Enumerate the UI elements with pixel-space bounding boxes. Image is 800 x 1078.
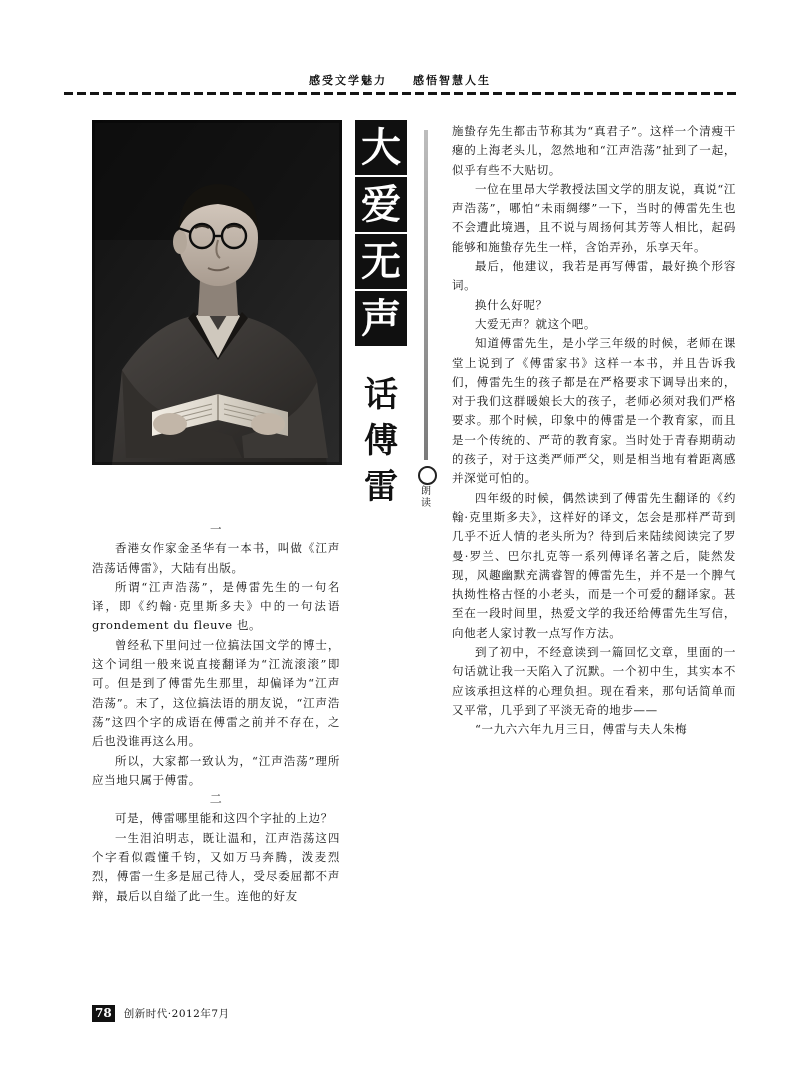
- paragraph: 所谓“江声浩荡”，是傅雷先生的一句名译，即《约翰·克里斯多夫》中的一句法语grondement du fleuve 也。: [92, 579, 340, 633]
- page-footer: [92, 1003, 230, 1023]
- article-title-vertical: [355, 120, 411, 348]
- paragraph: 香港女作家金圣华有一本书，叫做《江声浩荡话傅雷》，大陆有出版。: [92, 541, 340, 575]
- right-text-column: [452, 122, 736, 740]
- paragraph: 可是，傅雷哪里能和这四个字扯的上边？: [115, 811, 333, 826]
- portrait-of-fu-lei-reading-icon: [92, 120, 342, 465]
- paragraph: 最后，他建议，我若是再写傅雷，最好换个形容词。: [452, 259, 736, 293]
- article-subtitle-vertical: [355, 372, 411, 510]
- paragraph: 到了初中，不经意读到一篇回忆文章，里面的一句话就让我一天陷入了沉默。一个初中生，其实本不应该承担这样的心理负担。现在看来，那句话简单而又平常，几乎到了平淡无奇的地步——: [452, 645, 736, 717]
- paragraph: 曾经私下里问过一位搞法国文学的博士，这个词组一般来说直接翻译为“江流滚滚”即可。但是到了傅雷先生那里，却偏译为“江声浩荡”。末了，这位搞法语的朋友说，“江声浩荡”这四个字的成语在傅雷之前并不存在，之后也没谁再这么用。: [92, 637, 340, 749]
- paragraph: 施蛰存先生都击节称其为“真君子”。这样一个清瘦干瘪的上海老头儿，忽然地和“江声浩荡”扯到了一起，似乎有些不大贴切。: [452, 124, 736, 177]
- title-glyph-4: 声: [355, 291, 407, 346]
- subtitle-glyph-3: 雷: [364, 467, 398, 507]
- article-photo: [92, 120, 342, 465]
- decorative-circle-icon: [418, 466, 437, 485]
- paragraph: 一位在里昂大学教授法国文学的朋友说，真说“江声浩荡”，哪怕“未雨绸缪”一下，当时的傅雷先生也不会遭此境遇，且不说与周扬何其芳等人相比，起码能够和施蛰存先生一样，含饴弄孙，乐享天年。: [452, 181, 736, 254]
- subtitle-glyph-1: 话: [364, 375, 398, 415]
- header-slogan-right: 感悟智慧人生: [413, 74, 491, 87]
- paragraph: 大爱无声？就这个吧。: [475, 316, 596, 331]
- decorative-spine: [424, 130, 428, 460]
- page-number: 78: [92, 1005, 115, 1022]
- spine-label: 朗 读: [421, 486, 431, 509]
- header-slogan-left: 感受文学魅力: [309, 74, 387, 87]
- section-mark-two: 二: [209, 792, 223, 807]
- page-header: [64, 72, 736, 102]
- paragraph: 所以，大家都一致认为，“江声浩荡”理所应当地只属于傅雷。: [92, 753, 340, 787]
- header-slogan: [64, 72, 736, 88]
- section-mark-one: 一: [209, 522, 223, 536]
- title-glyph-1: 大: [355, 120, 407, 175]
- paragraph: 知道傅雷先生，是小学三年级的时候，老师在课堂上说到了《傅雷家书》这样一本书，并且告诉我们，傅雷先生的孩子都是在严格要求下调导出来的，对于我们这群暖娘长大的孩子，老师必须对我们严格要求。那个时候，印象中的傅雷是一个教育家，而且是一个传统的、严苛的教育家。当时处于青春期萌动的孩子，对于这类严师严父，则是相当地有着距离感并深觉可怕的。: [452, 336, 736, 486]
- paragraph: 四年级的时候，偶然读到了傅雷先生翻译的《约翰·克里斯多夫》，这样好的译文，怎会是那样严苛到几乎不近人情的老头所为？待到后来陆续阅读完了罗曼·罗兰、巴尔扎克等一系列傅译名著之后，陡然发现，风趣幽默充满睿智的傅雷先生，并不是一个脾气执拗性格古怪的小老头，而是一个可爱的翻译家。甚至在一段时间里，热爱文学的我还给傅雷先生写信，向他老人家讨教一点写作方法。: [452, 490, 736, 640]
- left-text-column: [92, 520, 340, 906]
- title-glyph-3: 无: [355, 234, 407, 289]
- header-divider: [64, 92, 736, 95]
- paragraph: “一九六六年九月三日，傅雷与夫人朱梅: [475, 722, 688, 737]
- publication-name: 创新时代·2012年7月: [123, 1008, 230, 1020]
- paragraph: 换什么好呢？: [475, 297, 548, 312]
- subtitle-glyph-2: 傅: [364, 421, 398, 461]
- paragraph: 一生泪泊明志，既让温和，江声浩荡这四个字看似霞懂千钧，又如万马奔腾，泼麦烈烈，傅雷一生多是屈己待人，受尽委屈都不声辩，最后以自缢了此一生。连他的好友: [92, 830, 340, 903]
- title-glyph-2: 爱: [355, 177, 407, 232]
